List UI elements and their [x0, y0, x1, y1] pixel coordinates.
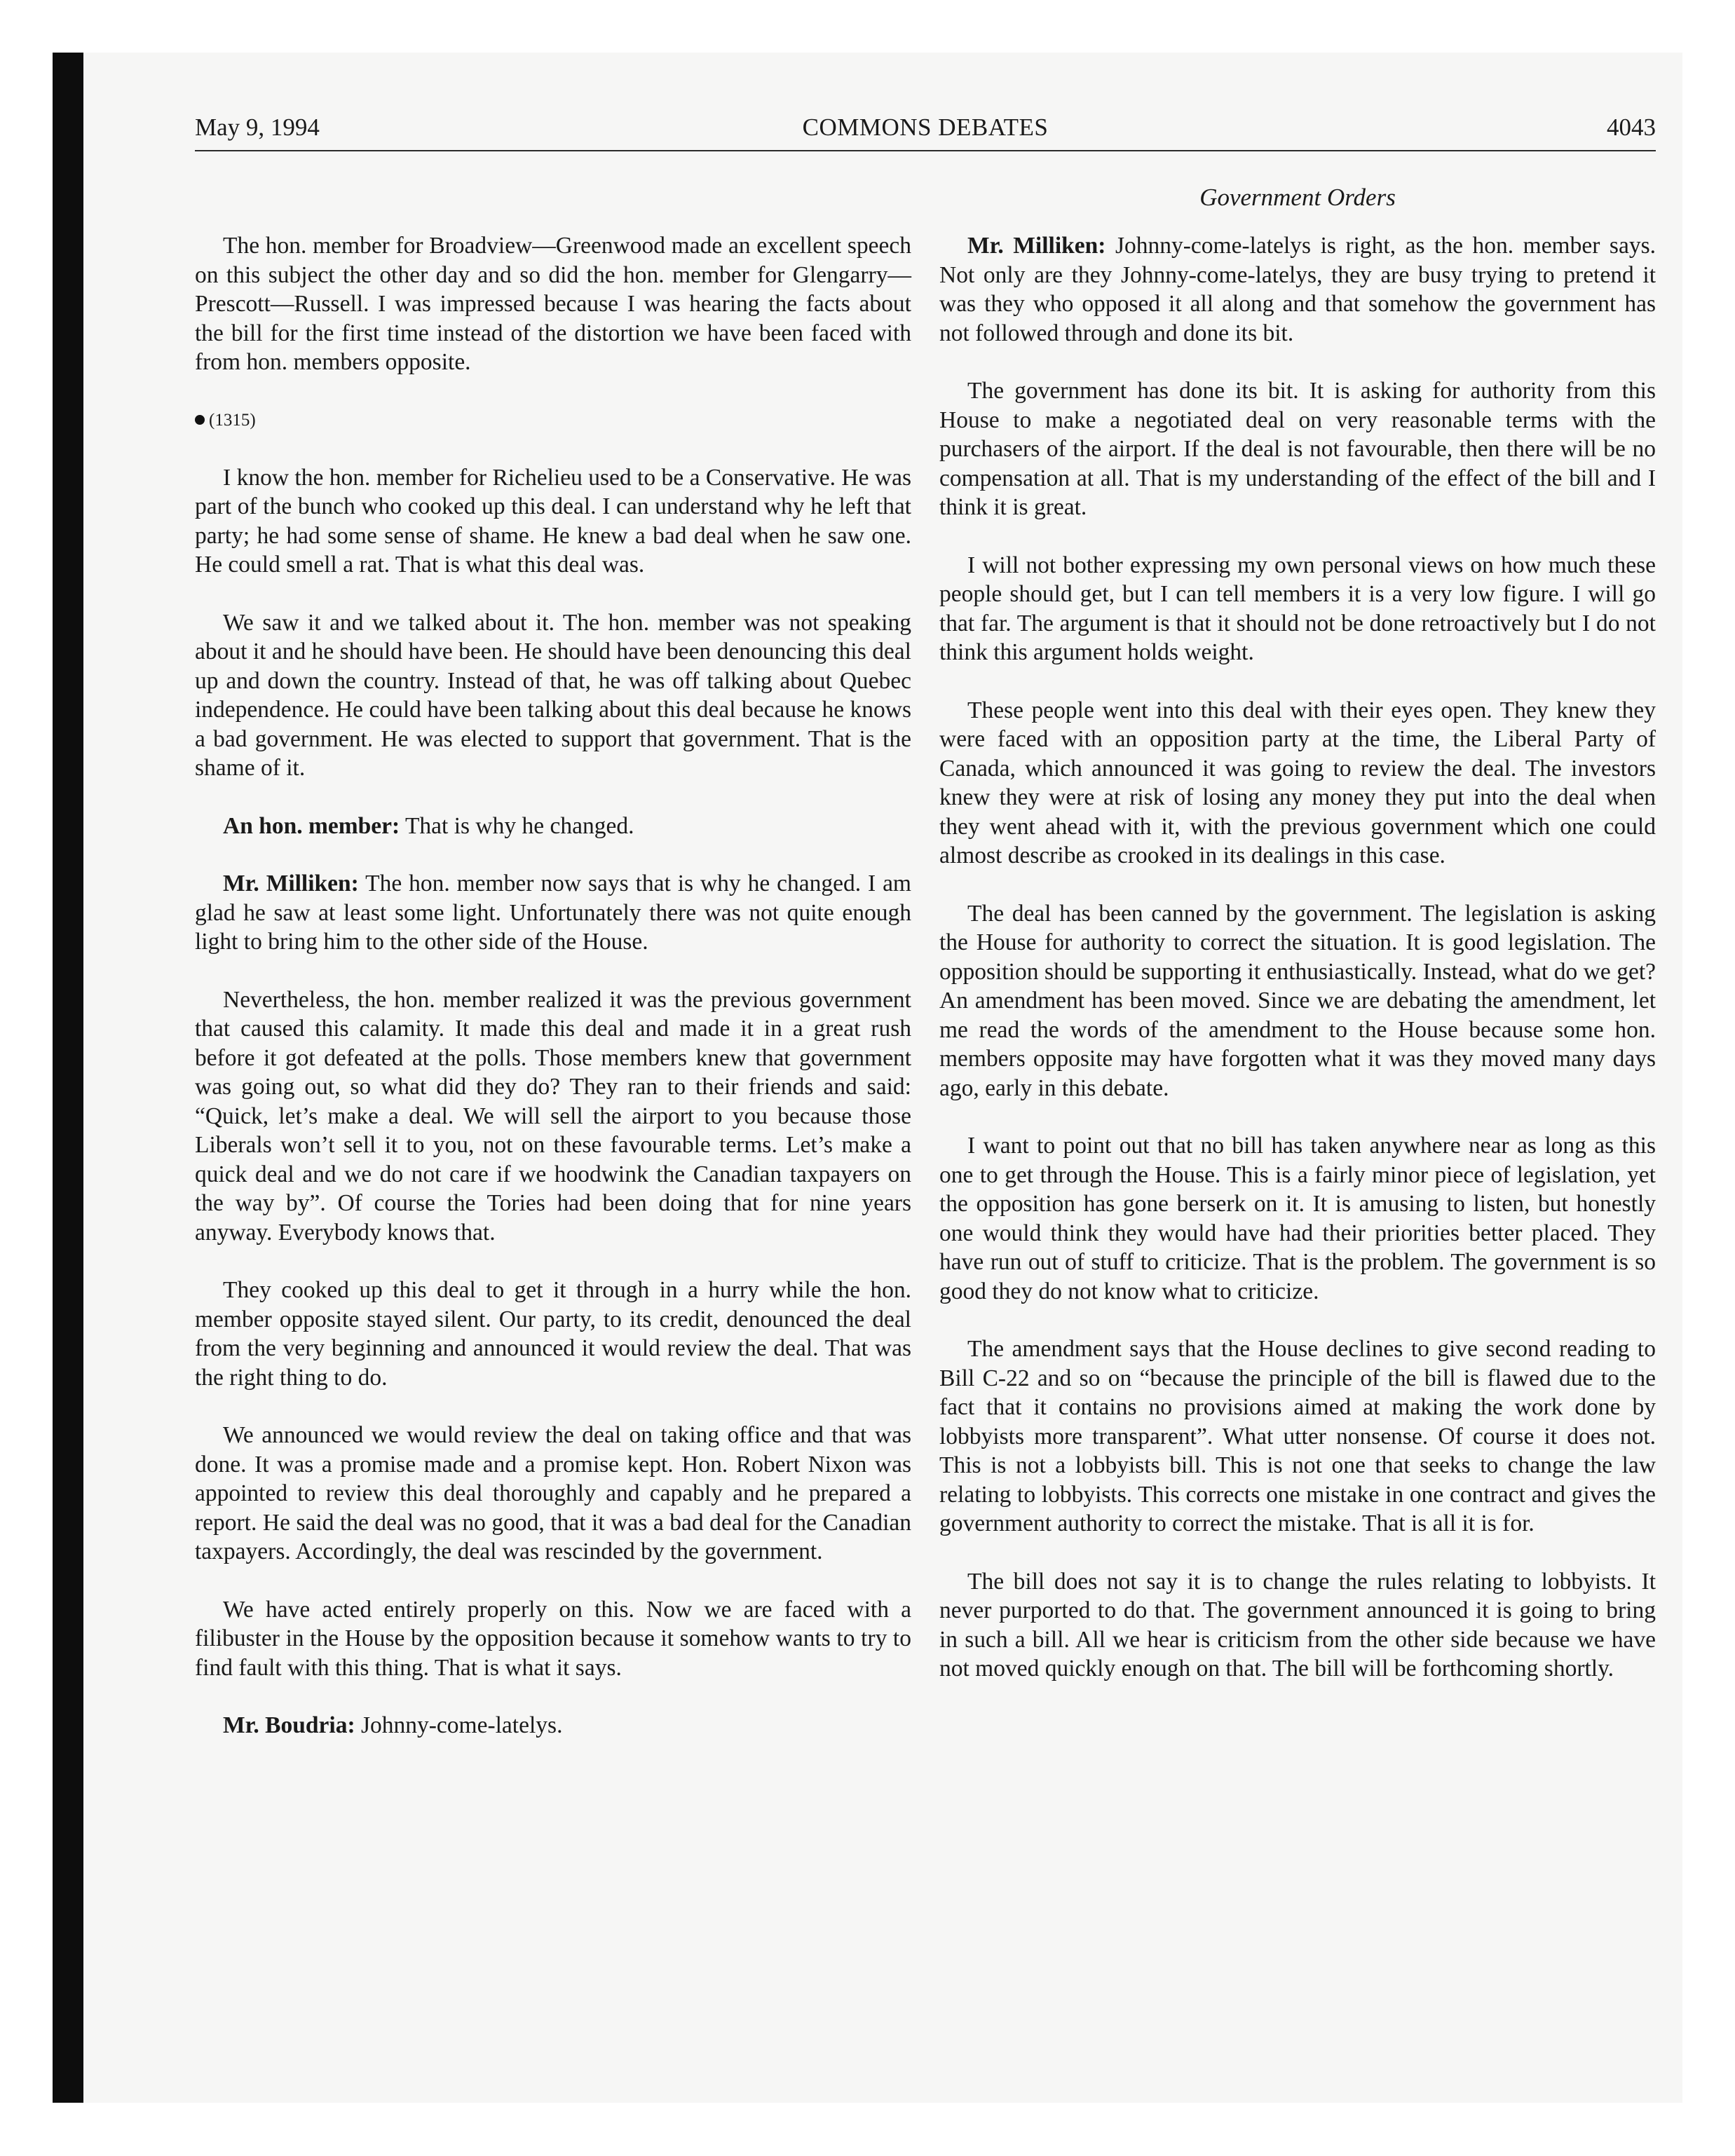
speech	[195, 1711, 911, 1740]
bullet-icon	[195, 415, 205, 425]
paragraph: Nevertheless, the hon. member realized it was the previous government that caused this calamity. It made this deal and made it in a great rush before it got defeated at the polls. Those members knew that government was going out, so what did they do? They ran to their friends and said: “Quick, let’s make a deal. We will sell the airport to you because those Liberals won’t sell it to you, not on these favourable terms. Let’s make a quick deal and we do not care if we hoodwink the Canadian taxpayers on the way by”. Of course the Tories had been doing that for nine years anyway. Everybody knows that.	[195, 986, 911, 1246]
header-page-number: 4043	[1607, 114, 1656, 141]
paragraph: We have acted entirely properly on this. Now we are faced with a filibuster in the House by the opposition because it somehow wants to try to find fault with this thing. That is what it says.	[195, 1596, 911, 1681]
paragraph: These people went into this deal with their eyes open. They knew they were faced with an opposition party at the time, the Liberal Party of Canada, which announced it was going to review the deal. The investors knew they were at risk of losing any money they put into the deal when they went ahead with it, with the previous government which one could almost describe as crooked in its dealings in this case.	[939, 697, 1656, 868]
paragraph: We announced we would review the deal on taking office and that was done. It was a promise made and a promise kept. Hon. Robert Nixon was appointed to review this deal thoroughly and capably and he prepared a report. He said the deal was no good, that it was a bad deal for the Canadian taxpayers. Accordingly, the deal was rescinded by the government.	[195, 1422, 911, 1564]
paragraph: We saw it and we talked about it. The hon. member was not speaking about it and he should have been. He should have been denouncing this deal up and down the country. Instead of that, he was off talking about Quebec independence. He could have been talking about this deal because he knows a bad government. He was elected to support that government. That is the shame of it.	[195, 609, 911, 781]
speaker-name: Mr. Boudria:	[223, 1712, 355, 1738]
paragraph: They cooked up this deal to get it through in a hurry while the hon. member opposite stayed silent. Our party, to its credit, denounced the deal from the very beginning and announced it would review the deal. That was the right thing to do.	[195, 1277, 911, 1391]
paragraph: I want to point out that no bill has taken anywhere near as long as this one to get through the House. This is a fairly minor piece of legislation, yet the opposition has gone berserk on it. It is amusing to listen, but honestly one would think they would have had their priorities better placed. They have run out of stuff to criticize. That is the problem. The government is so good they do not know what to criticize.	[939, 1133, 1656, 1304]
page-header	[195, 111, 1656, 153]
speech	[195, 812, 911, 841]
paragraph: I will not bother expressing my own personal views on how much these people should get, but I can tell members it is a very low figure. I will go that far. The argument is that it should not be done retroactively but I do not think this argument holds weight.	[939, 552, 1656, 665]
speaker-name: Mr. Milliken:	[967, 233, 1106, 259]
speaker-name: Mr. Milliken:	[223, 871, 359, 896]
speech	[939, 231, 1656, 348]
paragraph: The amendment says that the House declines to give second reading to Bill C-22 and so on “because the principle of the bill is flawed due to the fact that it contains no provisions aimed at making the work done by lobbyists more transparent”. What utter nonsense. Of course it does not. This is not a lobbyists bill. This is not one that seeks to change the law relating to lobbyists. This corrects one mistake in one contract and gives the government authority to correct the mistake. That is all it is for.	[939, 1336, 1656, 1536]
paragraph: The government has done its bit. It is asking for authority from this House to make a negotiated deal on very reasonable terms with the purchasers of the airport. If the deal is not favourable, then there will be no compensation at all. That is my understanding of the effect of the bill and I think it is great.	[939, 378, 1656, 520]
speech-text: Johnny-come-latelys.	[355, 1712, 563, 1738]
binding-edge	[53, 53, 83, 2103]
header-rule	[195, 150, 1656, 151]
paragraph: The hon. member for Broadview—Greenwood made an excellent speech on this subject the other day and so did the hon. member for Glengarry—Prescott—Russell. I was impressed because I was hearing the facts about the bill for the first time instead of the distortion we have been faced with from hon. members opposite.	[195, 233, 911, 375]
time-marker	[195, 406, 911, 435]
paragraph: The deal has been canned by the government. The legislation is asking the House for authority to correct the situation. It is good legislation. The opposition should be supporting it enthusiastically. Instead, what do we get? An amendment has been moved. Since we are debating the amendment, let me read the words of the amendment to the House because some hon. members opposite may have forgotten what it was they moved many days ago, early in this debate.	[939, 900, 1656, 1101]
header-date: May 9, 1994	[195, 114, 320, 141]
time-marker-label: (1315)	[209, 410, 256, 430]
header-title: COMMONS DEBATES	[802, 114, 1049, 141]
paragraph: The bill does not say it is to change the rules relating to lobbyists. It never purported to do that. The government announced it is going to bring in such a bill. All we hear is criticism from the other side because we have not moved quickly enough on that. The bill will be forthcoming shortly.	[939, 1568, 1656, 1681]
paragraph: I know the hon. member for Richelieu used to be a Conservative. He was part of the bunch who cooked up this deal. I can understand why he left that party; he had some sense of shame. He knew a bad deal when he saw one. He could smell a rat. That is what this deal was.	[195, 464, 911, 578]
speech-text: The hon. member now says that is why he changed. I am glad he saw at least some light. Unfortunately there was not quite enough light to bring him to the other side of the House.	[195, 871, 911, 955]
running-head: Government Orders	[1199, 184, 1396, 211]
speech-text: Johnny-come-latelys is right, as the hon. member says. Not only are they Johnny-come-latelys, they are busy trying to pretend it was they who opposed it all along and that somehow the government has not followed through and done its bit.	[939, 233, 1656, 346]
left-column	[195, 231, 911, 1769]
speaker-name: An hon. member:	[223, 812, 400, 839]
right-column	[939, 231, 1656, 1712]
speech	[195, 869, 911, 957]
speech-text: That is why he changed.	[400, 812, 634, 839]
